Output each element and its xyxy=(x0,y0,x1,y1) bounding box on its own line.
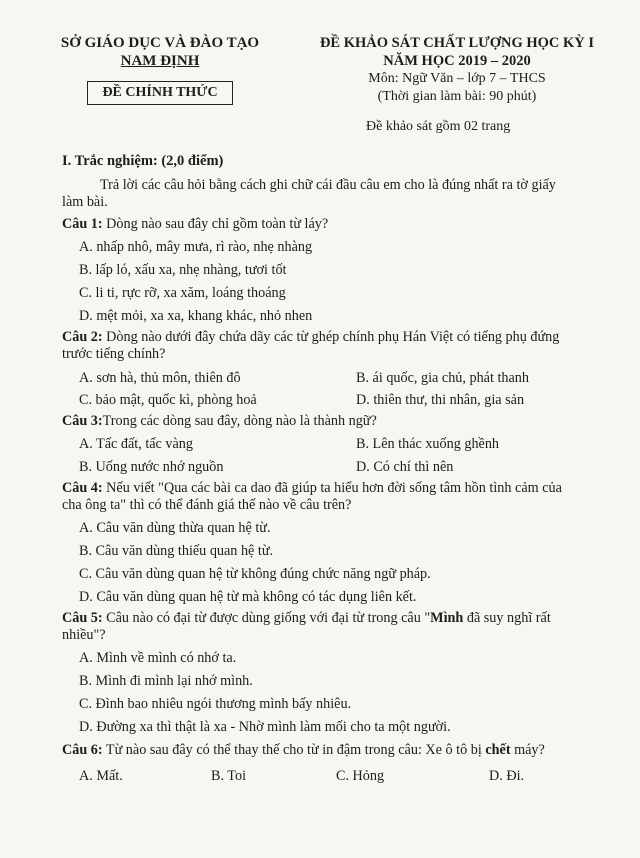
question-4-option-c: C. Câu văn dùng quan hệ từ không đúng chức năng ngữ pháp. xyxy=(79,566,431,582)
question-5-option-b: B. Mình đi mình lại nhớ mình. xyxy=(79,673,253,689)
question-1-option-d: D. mệt mỏi, xa xa, khang khác, nhỏ nhen xyxy=(79,308,313,324)
question-6-label: Câu 6: xyxy=(62,742,103,758)
question-3-option-a: A. Tấc đất, tấc vàng xyxy=(79,436,193,452)
department-name: SỞ GIÁO DỤC VÀ ĐÀO TẠO xyxy=(60,35,260,51)
question-1-option-a: A. nhấp nhô, mây mưa, rì rào, nhẹ nhàng xyxy=(79,239,313,255)
question-4-option-a: A. Câu văn dùng thừa quan hệ từ. xyxy=(79,520,271,536)
question-5-text-2: nhiều"? xyxy=(62,627,106,643)
subject-line: Môn: Ngữ Văn – lớp 7 – THCS xyxy=(368,71,546,86)
question-5-text-post: đã suy nghĩ rất xyxy=(463,610,551,626)
question-2 xyxy=(62,329,559,346)
question-5-option-c: C. Đình bao nhiêu ngói thương mình bấy nhiêu. xyxy=(79,696,352,712)
school-year: NĂM HỌC 2019 – 2020 xyxy=(383,53,531,69)
question-6-option-c: C. Hỏng xyxy=(336,768,385,784)
question-4-text-2: cha ông ta" thì có thể đánh giá thế nào về câu trên? xyxy=(62,497,352,513)
question-3-option-b: B. Lên thác xuống ghềnh xyxy=(356,436,500,452)
instruction-line-1: Trả lời các câu hỏi bằng cách ghi chữ cái đầu câu em cho là đúng nhất ra tờ giấy xyxy=(100,177,556,193)
question-4-label: Câu 4: xyxy=(62,480,103,496)
question-4-option-b: B. Câu văn dùng thiếu quan hệ từ. xyxy=(79,543,274,559)
question-5-option-a: A. Mình về mình có nhớ ta. xyxy=(79,650,237,666)
question-6-option-a: A. Mất. xyxy=(79,768,123,784)
question-5-option-d: D. Đường xa thì thật là xa - Nhờ mình làm mối cho ta một người. xyxy=(79,719,451,735)
question-2-option-a: A. sơn hà, thủ môn, thiên đô xyxy=(79,370,241,386)
question-4-option-d: D. Câu văn dùng quan hệ từ mà không có tác dụng liên kết. xyxy=(79,589,417,605)
question-2-option-c: C. bảo mật, quốc kì, phòng hoả xyxy=(79,392,257,408)
question-5-text-pre: Câu nào có đại từ được dùng giống với đại từ trong câu " xyxy=(102,610,431,626)
question-1-label: Câu 1: xyxy=(62,216,103,232)
official-stamp-box: ĐỀ CHÍNH THỨC xyxy=(87,81,232,105)
question-2-option-d: D. thiên thư, thi nhân, gia sản xyxy=(356,392,525,408)
question-4-text-1: Nếu viết "Qua các bài ca dao đã giúp ta hiểu hơn đời sống tâm hồn tình cảm của xyxy=(102,480,562,496)
question-6-text-pre: Từ nào sau đây có thể thay thế cho từ in đậm trong câu: Xe ô tô bị xyxy=(102,742,486,758)
exam-title: ĐỀ KHẢO SÁT CHẤT LƯỢNG HỌC KỲ I xyxy=(319,35,595,51)
question-1 xyxy=(62,216,328,233)
page-count-note: Đề khảo sát gồm 02 trang xyxy=(366,119,511,134)
question-6-option-b: B. Toi xyxy=(211,768,247,784)
question-2-label: Câu 2: xyxy=(62,329,103,345)
question-3-option-d: D. Có chí thì nên xyxy=(356,459,454,475)
question-1-text: Dòng nào sau đây chỉ gồm toàn từ láy? xyxy=(102,216,329,232)
question-2-text-2: trước tiếng chính? xyxy=(62,346,166,362)
duration-line: (Thời gian làm bài: 90 phút) xyxy=(377,89,537,104)
instruction-line-2: làm bài. xyxy=(62,194,108,210)
question-6-option-d: D. Đi. xyxy=(489,768,525,784)
province-name: NAM ĐỊNH xyxy=(120,53,200,69)
question-1-option-c: C. li ti, rực rỡ, xa xăm, loáng thoáng xyxy=(79,285,286,301)
question-3-text: Trong các dòng sau đây, dòng nào là thành ngữ? xyxy=(102,413,377,429)
question-2-text-1: Dòng nào dưới đây chứa dãy các từ ghép chính phụ Hán Việt có tiếng phụ đứng xyxy=(102,329,560,345)
question-5-bold-word: Mình xyxy=(430,610,464,626)
question-3-label: Câu 3: xyxy=(62,413,103,429)
question-5 xyxy=(62,610,551,627)
question-3-option-c: B. Uống nước nhớ nguồn xyxy=(79,459,224,475)
question-4 xyxy=(62,480,562,497)
question-6-bold-word: chết xyxy=(485,742,511,758)
exam-title-header xyxy=(296,34,618,106)
question-1-option-b: B. lấp ló, xấu xa, nhẹ nhàng, tươi tốt xyxy=(79,262,287,278)
question-6-text-post: máy? xyxy=(510,742,545,758)
question-6 xyxy=(62,742,545,759)
question-3 xyxy=(62,413,377,430)
question-2-option-b: B. ái quốc, gia chủ, phát thanh xyxy=(356,370,529,386)
section-title: I. Trắc nghiệm: (2,0 điểm) xyxy=(62,153,224,169)
question-5-label: Câu 5: xyxy=(62,610,103,626)
department-header xyxy=(40,34,280,105)
